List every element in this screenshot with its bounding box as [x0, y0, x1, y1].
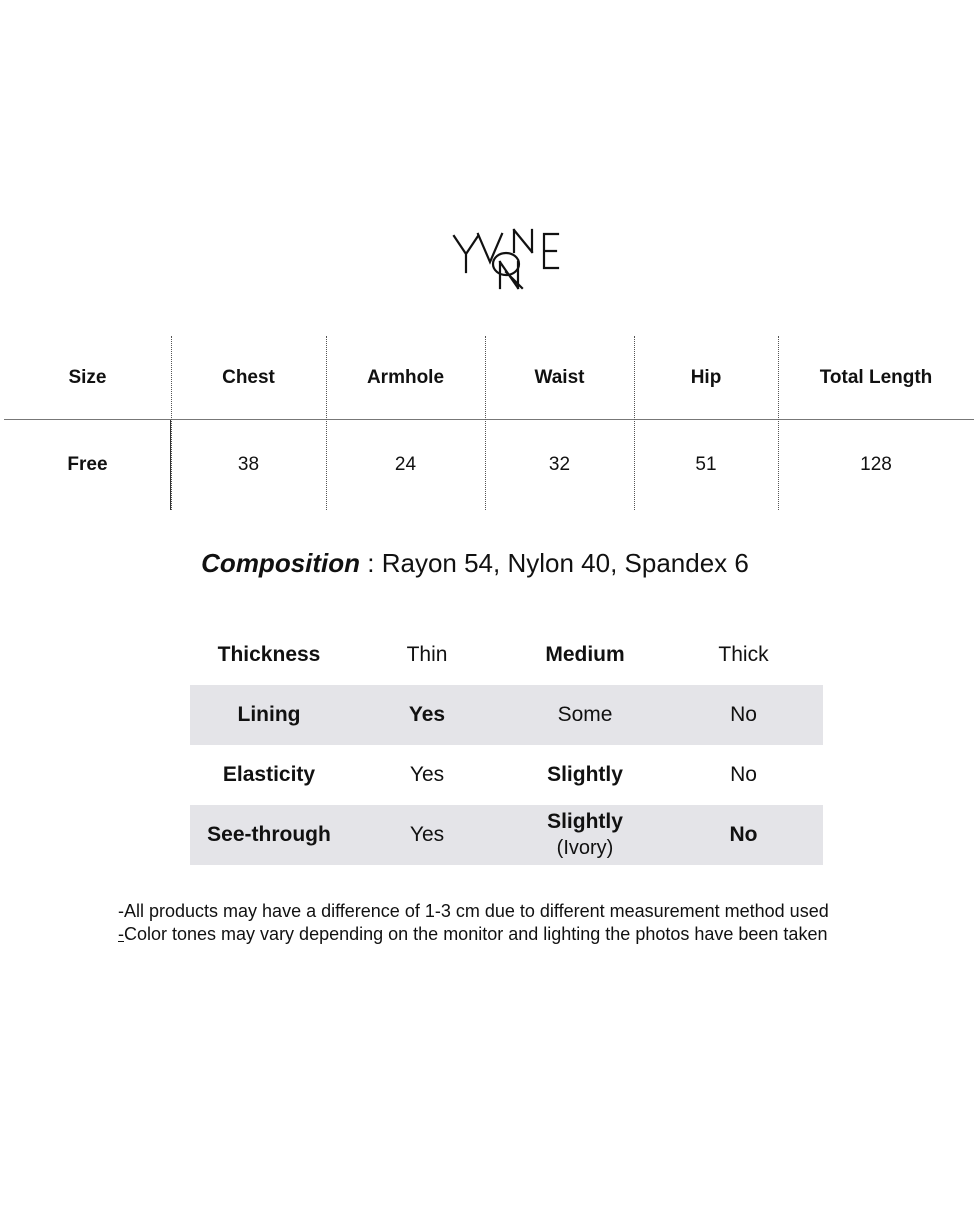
- column-divider: [326, 336, 327, 510]
- fabric-row-label: See-through: [207, 822, 331, 846]
- fabric-row-see-through: [190, 805, 823, 865]
- fabric-row-label: Elasticity: [222, 762, 316, 786]
- column-divider: [634, 336, 635, 510]
- cell-chest: 38: [237, 454, 260, 475]
- note-measurement: -All products may have a difference of 1-3 cm due to different measurement method used: [118, 901, 829, 921]
- size-table: [4, 336, 974, 510]
- cell-total-length: 128: [860, 454, 892, 475]
- header-hip: Hip: [690, 367, 722, 388]
- fabric-row-lining: [190, 685, 823, 745]
- fabric-option: Thick: [718, 642, 769, 666]
- header-total-length: Total Length: [819, 367, 933, 388]
- note-color-text: Color tones may vary depending on the monitor and lighting the photos have been taken: [124, 924, 828, 944]
- fabric-option-selected: Medium: [545, 642, 625, 666]
- cell-size: Free: [67, 454, 108, 475]
- header-waist: Waist: [534, 367, 585, 388]
- fabric-option: Some: [557, 702, 613, 726]
- yvonne-monogram-logo-icon: [448, 222, 564, 294]
- brand-logo: [448, 222, 564, 294]
- fabric-option: No: [730, 762, 757, 786]
- column-divider: [170, 420, 171, 510]
- fabric-row-label: Lining: [237, 702, 301, 726]
- fabric-option: Yes: [409, 762, 445, 786]
- fabric-option-selected: Yes: [408, 702, 446, 726]
- header-armhole: Armhole: [366, 367, 445, 388]
- cell-armhole: 24: [394, 454, 417, 475]
- column-divider: [778, 336, 779, 510]
- fabric-properties-table: [190, 625, 823, 865]
- disclaimer-notes: [118, 900, 918, 946]
- size-table-header: [4, 336, 974, 420]
- cell-waist: 32: [548, 454, 571, 475]
- note-color: [118, 923, 918, 946]
- column-divider: [485, 336, 486, 510]
- composition-value: Rayon 54, Nylon 40, Spandex 6: [381, 548, 749, 578]
- fabric-option-selected: No: [729, 822, 758, 846]
- column-divider: [171, 336, 172, 510]
- fabric-row-elasticity: [190, 745, 823, 805]
- fabric-row-label: Thickness: [217, 642, 321, 666]
- cell-hip: 51: [695, 454, 717, 475]
- composition-separator: :: [360, 548, 382, 578]
- composition-line: [0, 548, 950, 579]
- fabric-row-thickness: [190, 625, 823, 685]
- composition-label: Composition: [201, 548, 361, 578]
- fabric-option: Yes: [409, 822, 445, 846]
- fabric-option-label: Slightly: [547, 810, 623, 834]
- fabric-option: Thin: [406, 642, 448, 666]
- header-chest: Chest: [222, 367, 275, 388]
- header-size: Size: [68, 367, 107, 388]
- note-dash: -: [118, 924, 124, 944]
- table-row: [4, 420, 974, 510]
- fabric-option-selected: Slightly: [547, 762, 623, 786]
- fabric-option-note: (Ivory): [556, 836, 614, 859]
- fabric-option-with-note: [506, 805, 664, 865]
- fabric-option: No: [730, 702, 757, 726]
